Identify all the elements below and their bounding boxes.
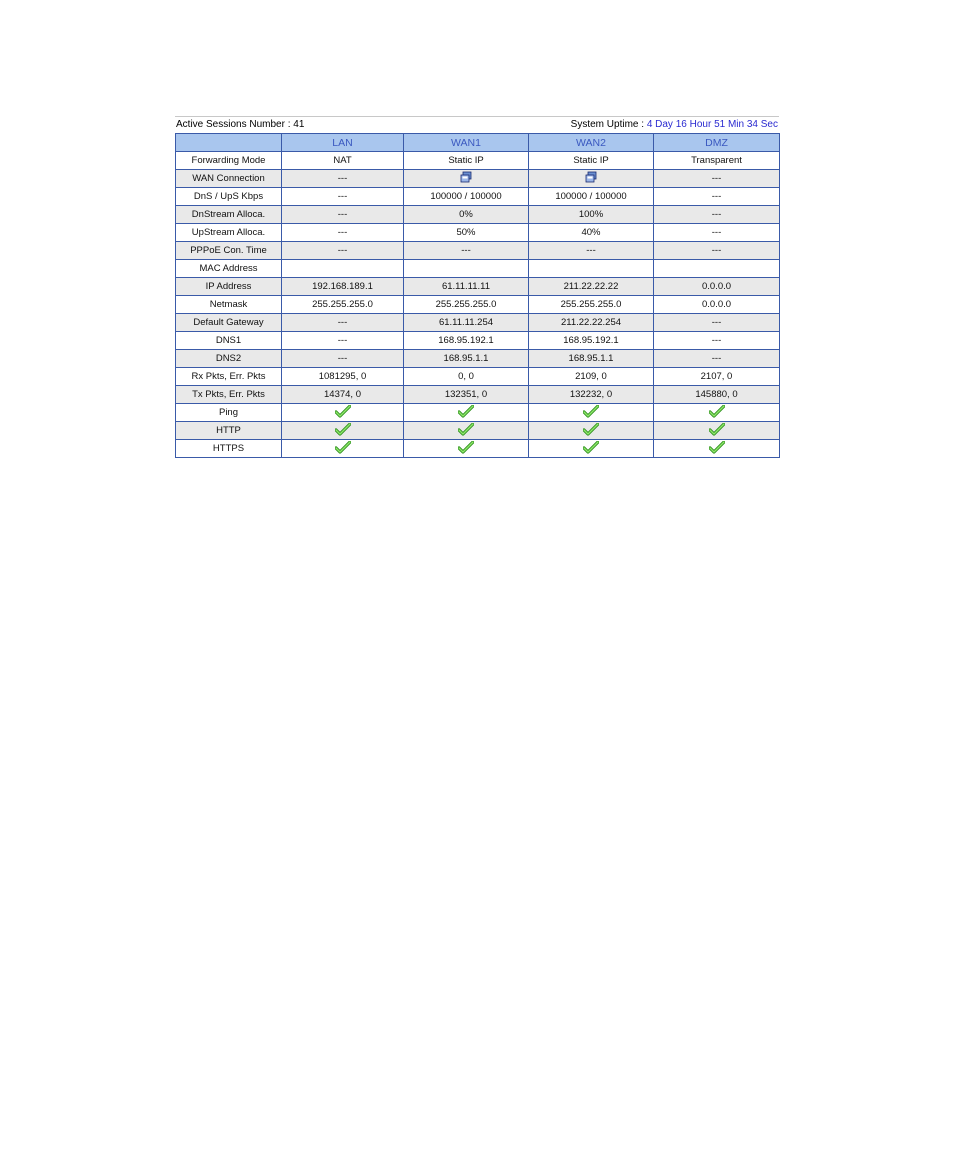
table-cell (282, 404, 404, 422)
table-cell: Static IP (529, 152, 654, 170)
table-cell (282, 440, 404, 458)
status-panel (175, 116, 779, 458)
table-cell: --- (282, 206, 404, 224)
table-cell: --- (654, 224, 780, 242)
table-cell: 255.255.255.0 (404, 296, 529, 314)
table-cell: 2109, 0 (529, 368, 654, 386)
column-header-lan: LAN (282, 134, 404, 152)
table-cell: --- (654, 206, 780, 224)
table-row (176, 296, 780, 314)
column-header-dmz: DMZ (654, 134, 780, 152)
table-row (176, 368, 780, 386)
table-cell: 145880, 0 (654, 386, 780, 404)
interface-status-table (175, 133, 780, 458)
table-cell (654, 440, 780, 458)
table-cell (654, 260, 780, 278)
table-cell: 255.255.255.0 (529, 296, 654, 314)
check-icon (335, 441, 351, 457)
table-cell: 132232, 0 (529, 386, 654, 404)
table-cell: --- (529, 242, 654, 260)
table-row (176, 422, 780, 440)
check-icon (335, 405, 351, 421)
table-cell (529, 260, 654, 278)
table-cell (404, 422, 529, 440)
table-cell: --- (654, 350, 780, 368)
row-label: MAC Address (176, 260, 282, 278)
column-header-wan2: WAN2 (529, 134, 654, 152)
table-row (176, 242, 780, 260)
table-cell: 2107, 0 (654, 368, 780, 386)
table-cell: --- (654, 170, 780, 188)
table-row (176, 152, 780, 170)
table-cell (404, 440, 529, 458)
table-cell (404, 404, 529, 422)
wan-connection-icon (585, 171, 597, 186)
table-cell: 0.0.0.0 (654, 278, 780, 296)
table-cell (529, 404, 654, 422)
table-cell: 132351, 0 (404, 386, 529, 404)
table-cell: --- (282, 350, 404, 368)
check-icon (709, 405, 725, 421)
table-cell: --- (654, 332, 780, 350)
row-label: UpStream Alloca. (176, 224, 282, 242)
table-header-row (176, 134, 780, 152)
table-cell: 0, 0 (404, 368, 529, 386)
table-cell: 61.11.11.11 (404, 278, 529, 296)
table-cell (529, 170, 654, 188)
table-row (176, 188, 780, 206)
table-cell: --- (654, 242, 780, 260)
table-row (176, 170, 780, 188)
table-cell: Static IP (404, 152, 529, 170)
row-label: DNS2 (176, 350, 282, 368)
check-icon (583, 423, 599, 439)
table-cell: 0% (404, 206, 529, 224)
table-cell: 168.95.1.1 (404, 350, 529, 368)
table-cell: 0.0.0.0 (654, 296, 780, 314)
table-cell: Transparent (654, 152, 780, 170)
table-cell: --- (282, 224, 404, 242)
table-cell: 61.11.11.254 (404, 314, 529, 332)
table-cell: 14374, 0 (282, 386, 404, 404)
check-icon (709, 441, 725, 457)
table-cell: 100000 / 100000 (529, 188, 654, 206)
table-cell: --- (282, 188, 404, 206)
check-icon (458, 405, 474, 421)
row-label: Netmask (176, 296, 282, 314)
table-cell: 192.168.189.1 (282, 278, 404, 296)
system-uptime-value: 4 Day 16 Hour 51 Min 34 Sec (646, 119, 778, 130)
check-icon (335, 423, 351, 439)
row-label: HTTP (176, 422, 282, 440)
check-icon (583, 441, 599, 457)
table-row (176, 278, 780, 296)
table-cell: 211.22.22.22 (529, 278, 654, 296)
system-uptime-label: System Uptime : (570, 119, 647, 130)
table-cell: --- (282, 332, 404, 350)
table-cell: 255.255.255.0 (282, 296, 404, 314)
table-row (176, 224, 780, 242)
row-label: Rx Pkts, Err. Pkts (176, 368, 282, 386)
table-body (176, 152, 780, 458)
header-corner-cell (176, 134, 282, 152)
row-label: WAN Connection (176, 170, 282, 188)
status-bar (175, 116, 779, 133)
row-label: IP Address (176, 278, 282, 296)
table-cell (529, 440, 654, 458)
table-cell: NAT (282, 152, 404, 170)
table-row (176, 206, 780, 224)
table-cell (282, 260, 404, 278)
table-cell: 50% (404, 224, 529, 242)
table-row (176, 314, 780, 332)
table-cell (404, 170, 529, 188)
table-cell: --- (404, 242, 529, 260)
row-label: DNS1 (176, 332, 282, 350)
check-icon (458, 441, 474, 457)
row-label: Ping (176, 404, 282, 422)
column-header-wan1: WAN1 (404, 134, 529, 152)
table-cell (529, 422, 654, 440)
row-label: PPPoE Con. Time (176, 242, 282, 260)
table-cell: --- (282, 170, 404, 188)
table-cell (654, 404, 780, 422)
table-cell: 40% (529, 224, 654, 242)
row-label: DnS / UpS Kbps (176, 188, 282, 206)
table-cell (282, 422, 404, 440)
table-cell: 168.95.192.1 (529, 332, 654, 350)
row-label: HTTPS (176, 440, 282, 458)
table-row (176, 404, 780, 422)
table-row (176, 386, 780, 404)
wan-connection-icon (460, 171, 472, 186)
table-cell: 100% (529, 206, 654, 224)
table-cell: 168.95.192.1 (404, 332, 529, 350)
active-sessions-text: Active Sessions Number : 41 (176, 119, 305, 130)
table-cell (404, 260, 529, 278)
table-cell: --- (654, 188, 780, 206)
table-cell: --- (282, 242, 404, 260)
system-uptime (571, 117, 778, 133)
check-icon (583, 405, 599, 421)
table-cell: 168.95.1.1 (529, 350, 654, 368)
check-icon (458, 423, 474, 439)
table-row (176, 440, 780, 458)
check-icon (709, 423, 725, 439)
table-row (176, 260, 780, 278)
row-label: Default Gateway (176, 314, 282, 332)
table-row (176, 332, 780, 350)
table-cell: 100000 / 100000 (404, 188, 529, 206)
row-label: Forwarding Mode (176, 152, 282, 170)
table-cell: --- (654, 314, 780, 332)
table-cell: 211.22.22.254 (529, 314, 654, 332)
table-cell: --- (282, 314, 404, 332)
table-cell (654, 422, 780, 440)
row-label: Tx Pkts, Err. Pkts (176, 386, 282, 404)
table-row (176, 350, 780, 368)
row-label: DnStream Alloca. (176, 206, 282, 224)
table-cell: 1081295, 0 (282, 368, 404, 386)
